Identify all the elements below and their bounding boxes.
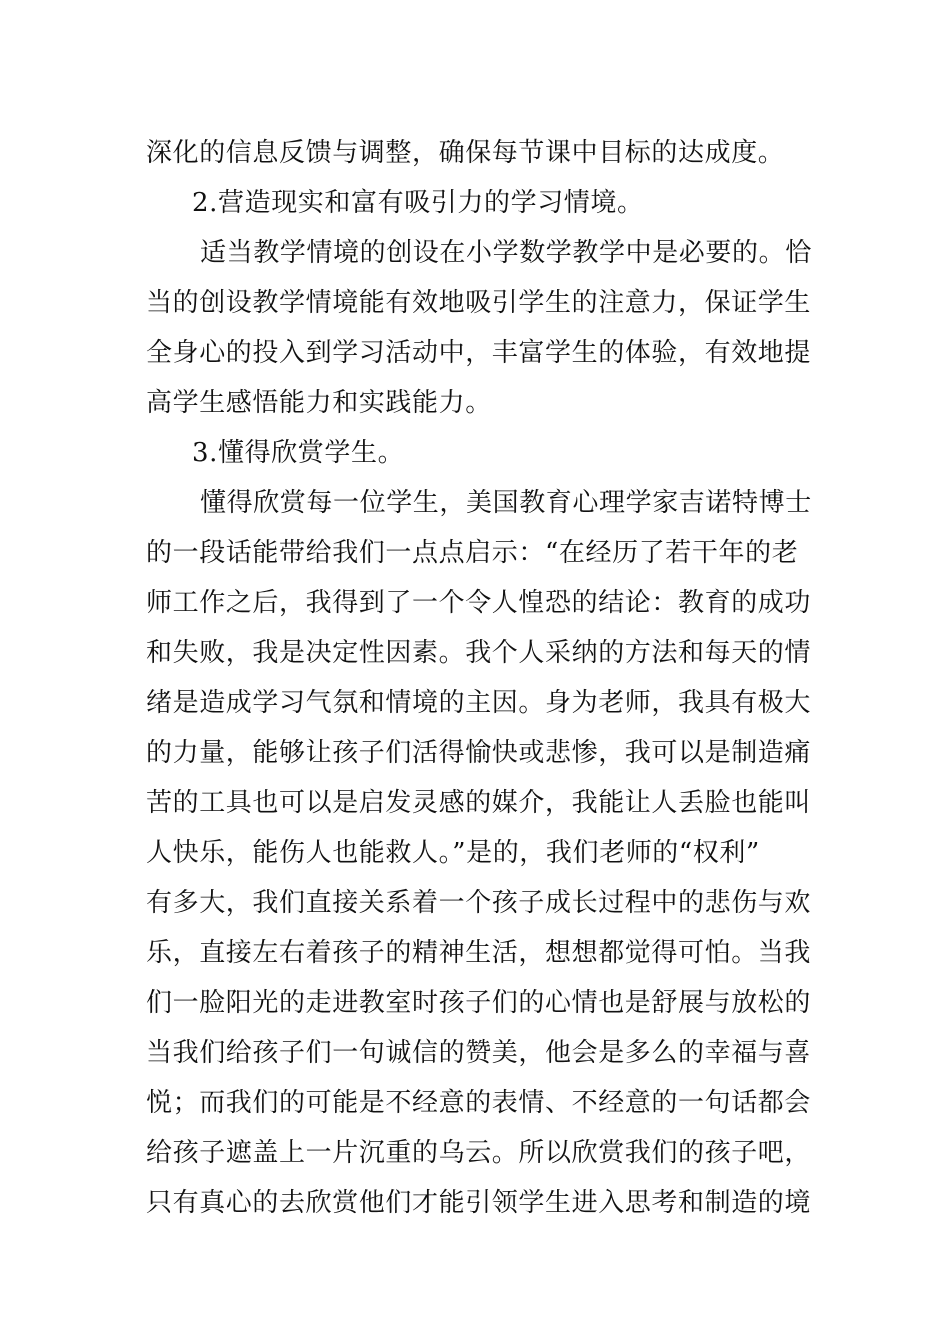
- text-line-12: 绪是造成学习气氛和情境的主因。身为老师，我具有极大: [146, 688, 812, 718]
- text-line-21: 给孩子遮盖上一片沉重的乌云。所以欣赏我们的孩子吧，: [146, 1138, 812, 1168]
- section-heading-2: 2.营造现实和富有吸引力的学习情境。: [192, 188, 644, 218]
- text-line-1: 深化的信息反馈与调整，确保每节课中目标的达成度。: [146, 138, 785, 168]
- text-line-5: 全身心的投入到学习活动中，丰富学生的体验，有效地提: [146, 338, 812, 368]
- text-line-8: 懂得欣赏每一位学生，美国教育心理学家吉诺特博士: [200, 488, 812, 518]
- text-line-17: 乐，直接左右着孩子的精神生活，想想都觉得可怕。当我: [146, 938, 812, 968]
- text-line-6: 高学生感悟能力和实践能力。: [146, 388, 492, 418]
- section-heading-3: 3.懂得欣赏学生。: [192, 438, 405, 468]
- text-line-15: 人快乐，能伤人也能救人。”是的，我们老师的“权利”: [146, 838, 760, 868]
- text-line-14: 苦的工具也可以是启发灵感的媒介，我能让人丢脸也能叫: [146, 788, 812, 818]
- document-body: [146, 128, 812, 1228]
- text-line-22: 只有真心的去欣赏他们才能引领学生进入思考和制造的境: [146, 1188, 812, 1218]
- text-line-20: 悦；而我们的可能是不经意的表情、不经意的一句话都会: [146, 1088, 812, 1118]
- text-line-3: 适当教学情境的创设在小学数学教学中是必要的。恰: [200, 238, 812, 268]
- text-line-19: 当我们给孩子们一句诚信的赞美，他会是多么的幸福与喜: [146, 1038, 812, 1068]
- text-line-11: 和失败，我是决定性因素。我个人采纳的方法和每天的情: [146, 638, 812, 668]
- text-line-13: 的力量，能够让孩子们活得愉快或悲惨，我可以是制造痛: [146, 738, 812, 768]
- text-line-18: 们一脸阳光的走进教室时孩子们的心情也是舒展与放松的: [146, 988, 812, 1018]
- text-line-4: 当的创设教学情境能有效地吸引学生的注意力，保证学生: [146, 288, 812, 318]
- text-line-9: 的一段话能带给我们一点点启示：“在经历了若干年的老: [146, 538, 799, 568]
- text-line-16: 有多大，我们直接关系着一个孩子成长过程中的悲伤与欢: [146, 888, 812, 918]
- text-line-10: 师工作之后，我得到了一个令人惶恐的结论：教育的成功: [146, 588, 812, 618]
